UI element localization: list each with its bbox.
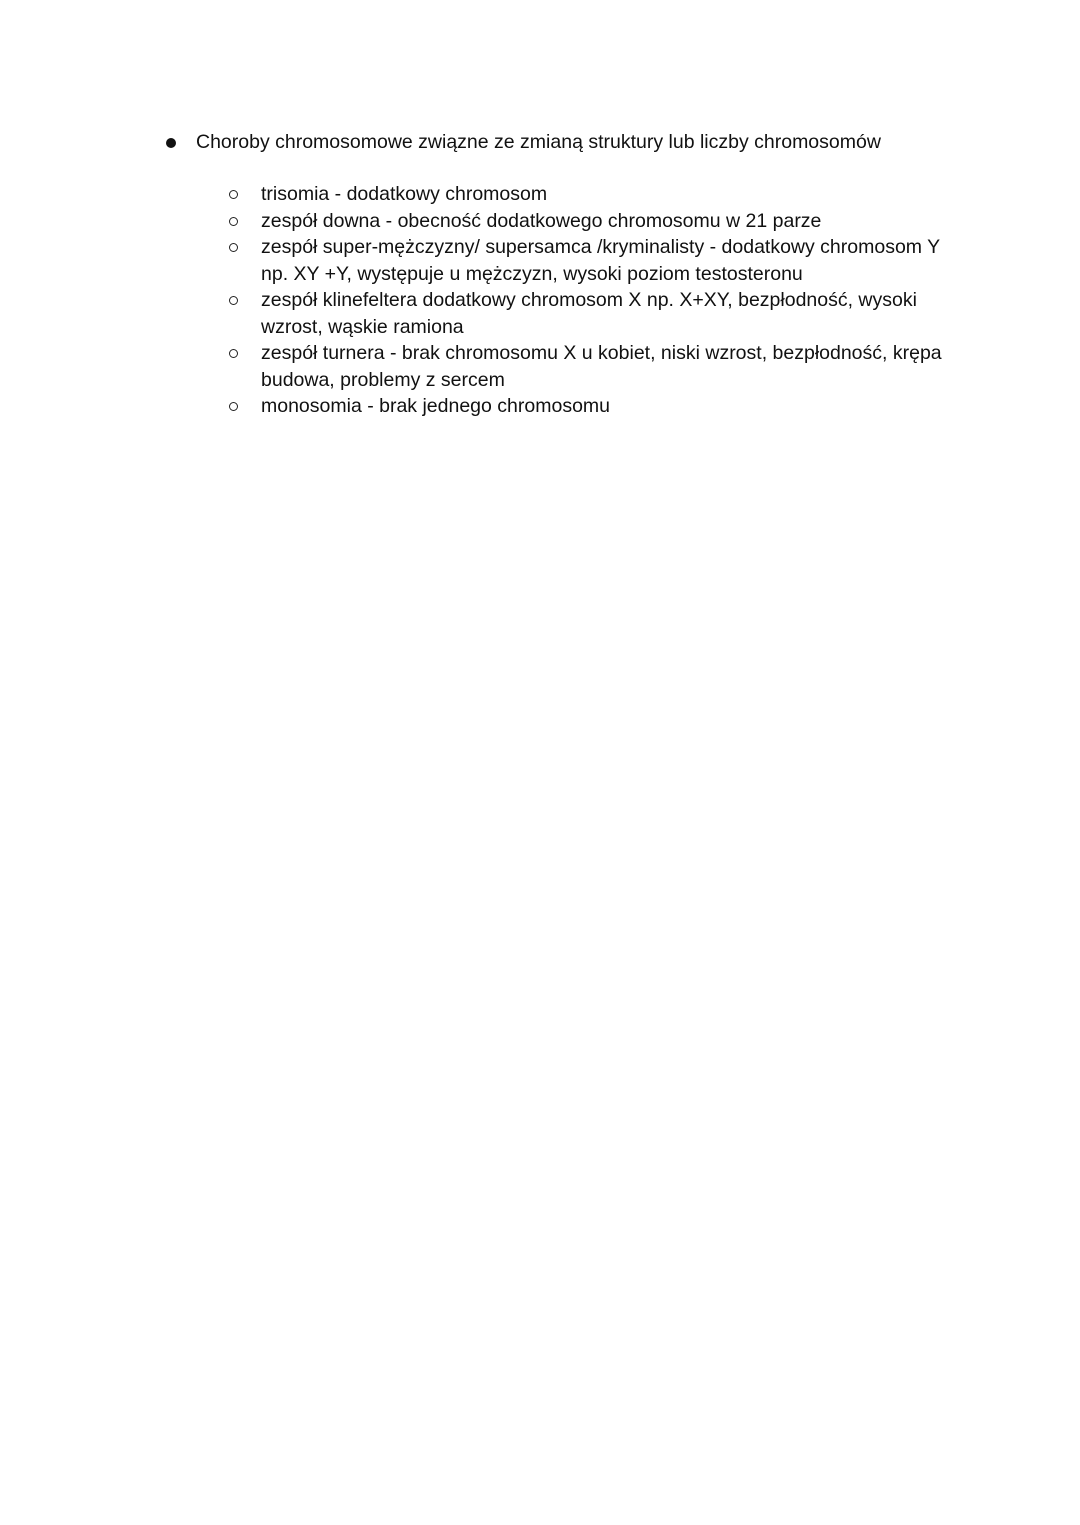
sub-list-item (226, 181, 946, 208)
sub-list-item (226, 287, 946, 340)
hollow-bullet-icon (229, 217, 238, 226)
filled-bullet-icon (166, 138, 176, 148)
sub-list-item (226, 340, 946, 393)
sub-list-item (226, 393, 946, 420)
main-item-text: Choroby chromosomowe związne ze zmianą struktury lub liczby chromosomów (196, 131, 881, 153)
sub-list-item (226, 234, 946, 287)
hollow-bullet-icon (229, 402, 238, 411)
sub-item-text: trisomia - dodatkowy chromosom (261, 183, 548, 205)
hollow-bullet-icon (229, 349, 238, 358)
hollow-bullet-icon (229, 296, 238, 305)
sub-item-text: zespół klinefeltera dodatkowy chromosom X np. X+XY, bezpłodność, wysoki wzrost, wąskie ramiona (261, 289, 917, 338)
sub-item-text: zespół turnera - brak chromosomu X u kobiet, niski wzrost, bezpłodność, krępa budowa, problemy z sercem (261, 342, 942, 391)
sub-list-item (226, 208, 946, 235)
sub-item-text: zespół downa - obecność dodatkowego chromosomu w 21 parze (261, 209, 822, 232)
sub-list (226, 181, 946, 420)
hollow-bullet-icon (229, 243, 238, 252)
sub-item-text: zespół super-mężczyzny/ supersamca /kryminalisty - dodatkowy chromosom Y np. XY +Y, występuje u mężczyzn, wysoki poziom testosteronu (261, 236, 940, 285)
hollow-bullet-icon (229, 190, 238, 199)
sub-item-text: monosomia - brak jednego chromosomu (261, 395, 611, 417)
